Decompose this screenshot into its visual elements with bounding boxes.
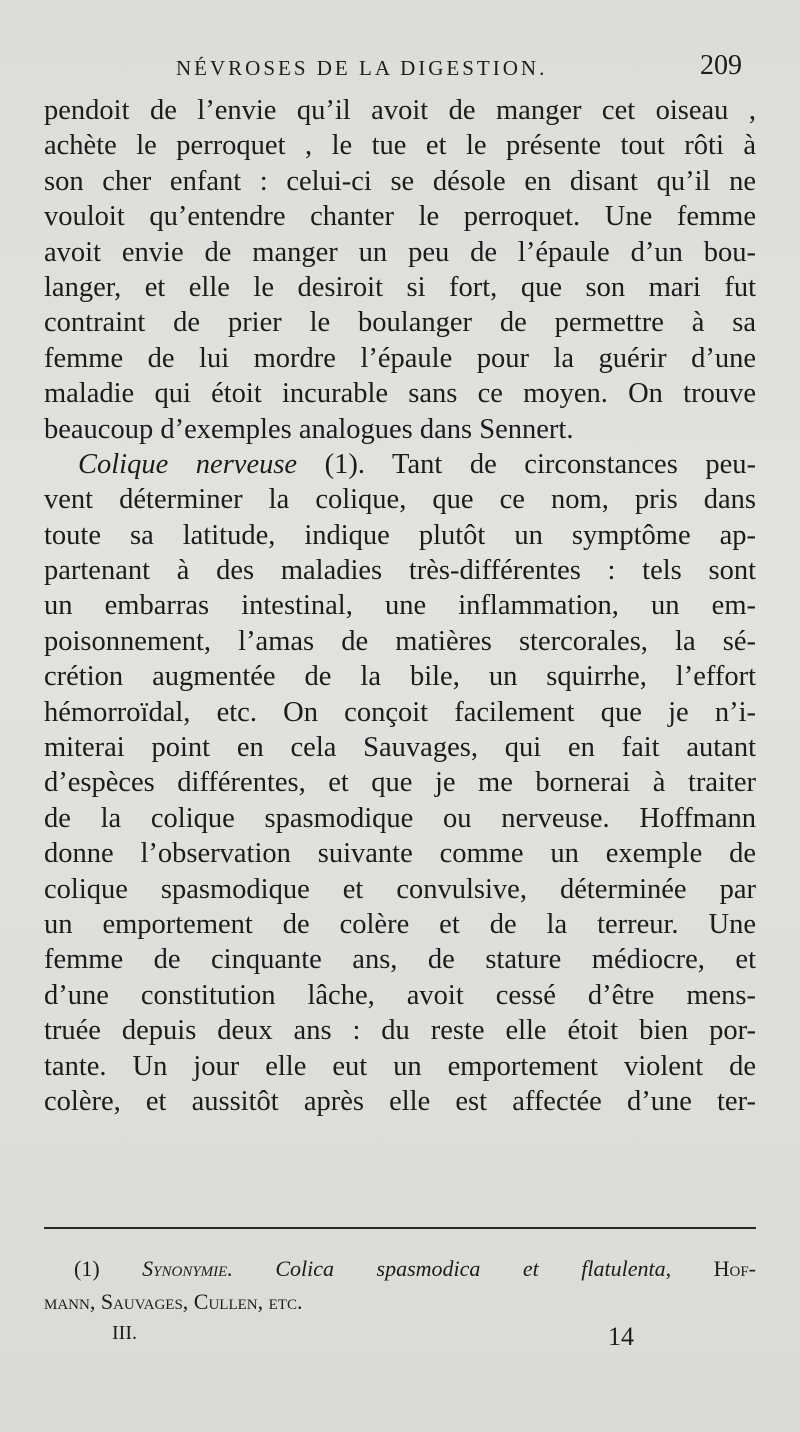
- footnote-author: , Hof-: [665, 1256, 756, 1281]
- text-line: d’espèces différentes, et que je me bornerai à traiter: [44, 767, 756, 799]
- footnote-latin: Colica spasmodica et flatulenta: [232, 1256, 666, 1281]
- text-fragment: (1). Tant de circonstances peu-: [297, 448, 756, 480]
- text-line: vent déterminer la colique, que ce nom, pris dans: [44, 484, 756, 516]
- text-line: avoit envie de manger un peu de l’épaule d’un bou-: [44, 236, 756, 268]
- text-line: pendoit de l’envie qu’il avoit de manger cet oiseau ,: [44, 95, 756, 126]
- text-line: un embarras intestinal, une inflammation, un em-: [44, 590, 756, 622]
- page-number: 209: [700, 50, 742, 81]
- text-line: hémorroïdal, etc. On conçoit facilement que je n’i-: [44, 696, 756, 728]
- section-heading: Colique nerveuse: [78, 448, 298, 480]
- text-line: poisonnement, l’amas de matières stercorales, la sé-: [44, 625, 756, 657]
- footnote-label: Synonymie.: [142, 1256, 233, 1281]
- page-header: [44, 50, 760, 90]
- footnote-line: [44, 1252, 756, 1285]
- running-title: NÉVROSES DE LA DIGESTION.: [176, 56, 548, 80]
- text-line: contraint de prier le boulanger de permettre à sa: [44, 307, 756, 339]
- footnote-rule: [44, 1227, 756, 1229]
- text-line: langer, et elle le desiroit si fort, que son mari fut: [44, 271, 756, 303]
- paragraph-start: [44, 447, 756, 482]
- text-line: femme de cinquante ans, de stature médiocre, et: [44, 944, 756, 976]
- text-line: vouloit qu’entendre chanter le perroquet. Une femme: [44, 201, 756, 233]
- text-line: colère, et aussitôt après elle est affectée d’une ter-: [44, 1085, 756, 1117]
- footnote: [44, 1252, 756, 1318]
- text-line: son cher enfant : celui-ci se désole en disant qu’il ne: [44, 165, 756, 197]
- footnote-marker: (1): [74, 1256, 143, 1281]
- text-line: femme de lui mordre l’épaule pour la guérir d’une: [44, 342, 756, 374]
- text-line: miterai point en cela Sauvages, qui en fait autant: [44, 732, 756, 764]
- text-line: partenant à des maladies très-différentes : tels sont: [44, 555, 756, 587]
- text-line: colique spasmodique et convulsive, déterminée par: [44, 873, 756, 905]
- text-line: un emportement de colère et de la terreur. Une: [44, 908, 756, 940]
- gathering-number: 14: [608, 1322, 634, 1351]
- text-line: d’une constitution lâche, avoit cessé d’être mens-: [44, 979, 756, 1011]
- signature-mark: III.: [112, 1322, 137, 1344]
- footnote-line: mann, Sauvages, Cullen, etc.: [44, 1289, 303, 1314]
- text-line: tante. Un jour elle eut un emportement violent de: [44, 1050, 756, 1082]
- text-line: maladie qui étoit incurable sans ce moyen. On trouve: [44, 378, 756, 410]
- text-line: truée depuis deux ans : du reste elle étoit bien por-: [44, 1015, 756, 1047]
- text-line: crétion augmentée de la bile, un squirrhe, l’effort: [44, 661, 756, 693]
- text-line: beaucoup d’exemples analogues dans Sennert.: [44, 413, 574, 445]
- text-line: donne l’observation suivante comme un exemple de: [44, 838, 756, 870]
- body-text: [44, 93, 756, 1119]
- text-line: de la colique spasmodique ou nerveuse. Hoffmann: [44, 802, 756, 834]
- text-line: toute sa latitude, indique plutôt un symptôme ap-: [44, 519, 756, 551]
- text-line: achète le perroquet , le tue et le présente tout rôti à: [44, 130, 756, 162]
